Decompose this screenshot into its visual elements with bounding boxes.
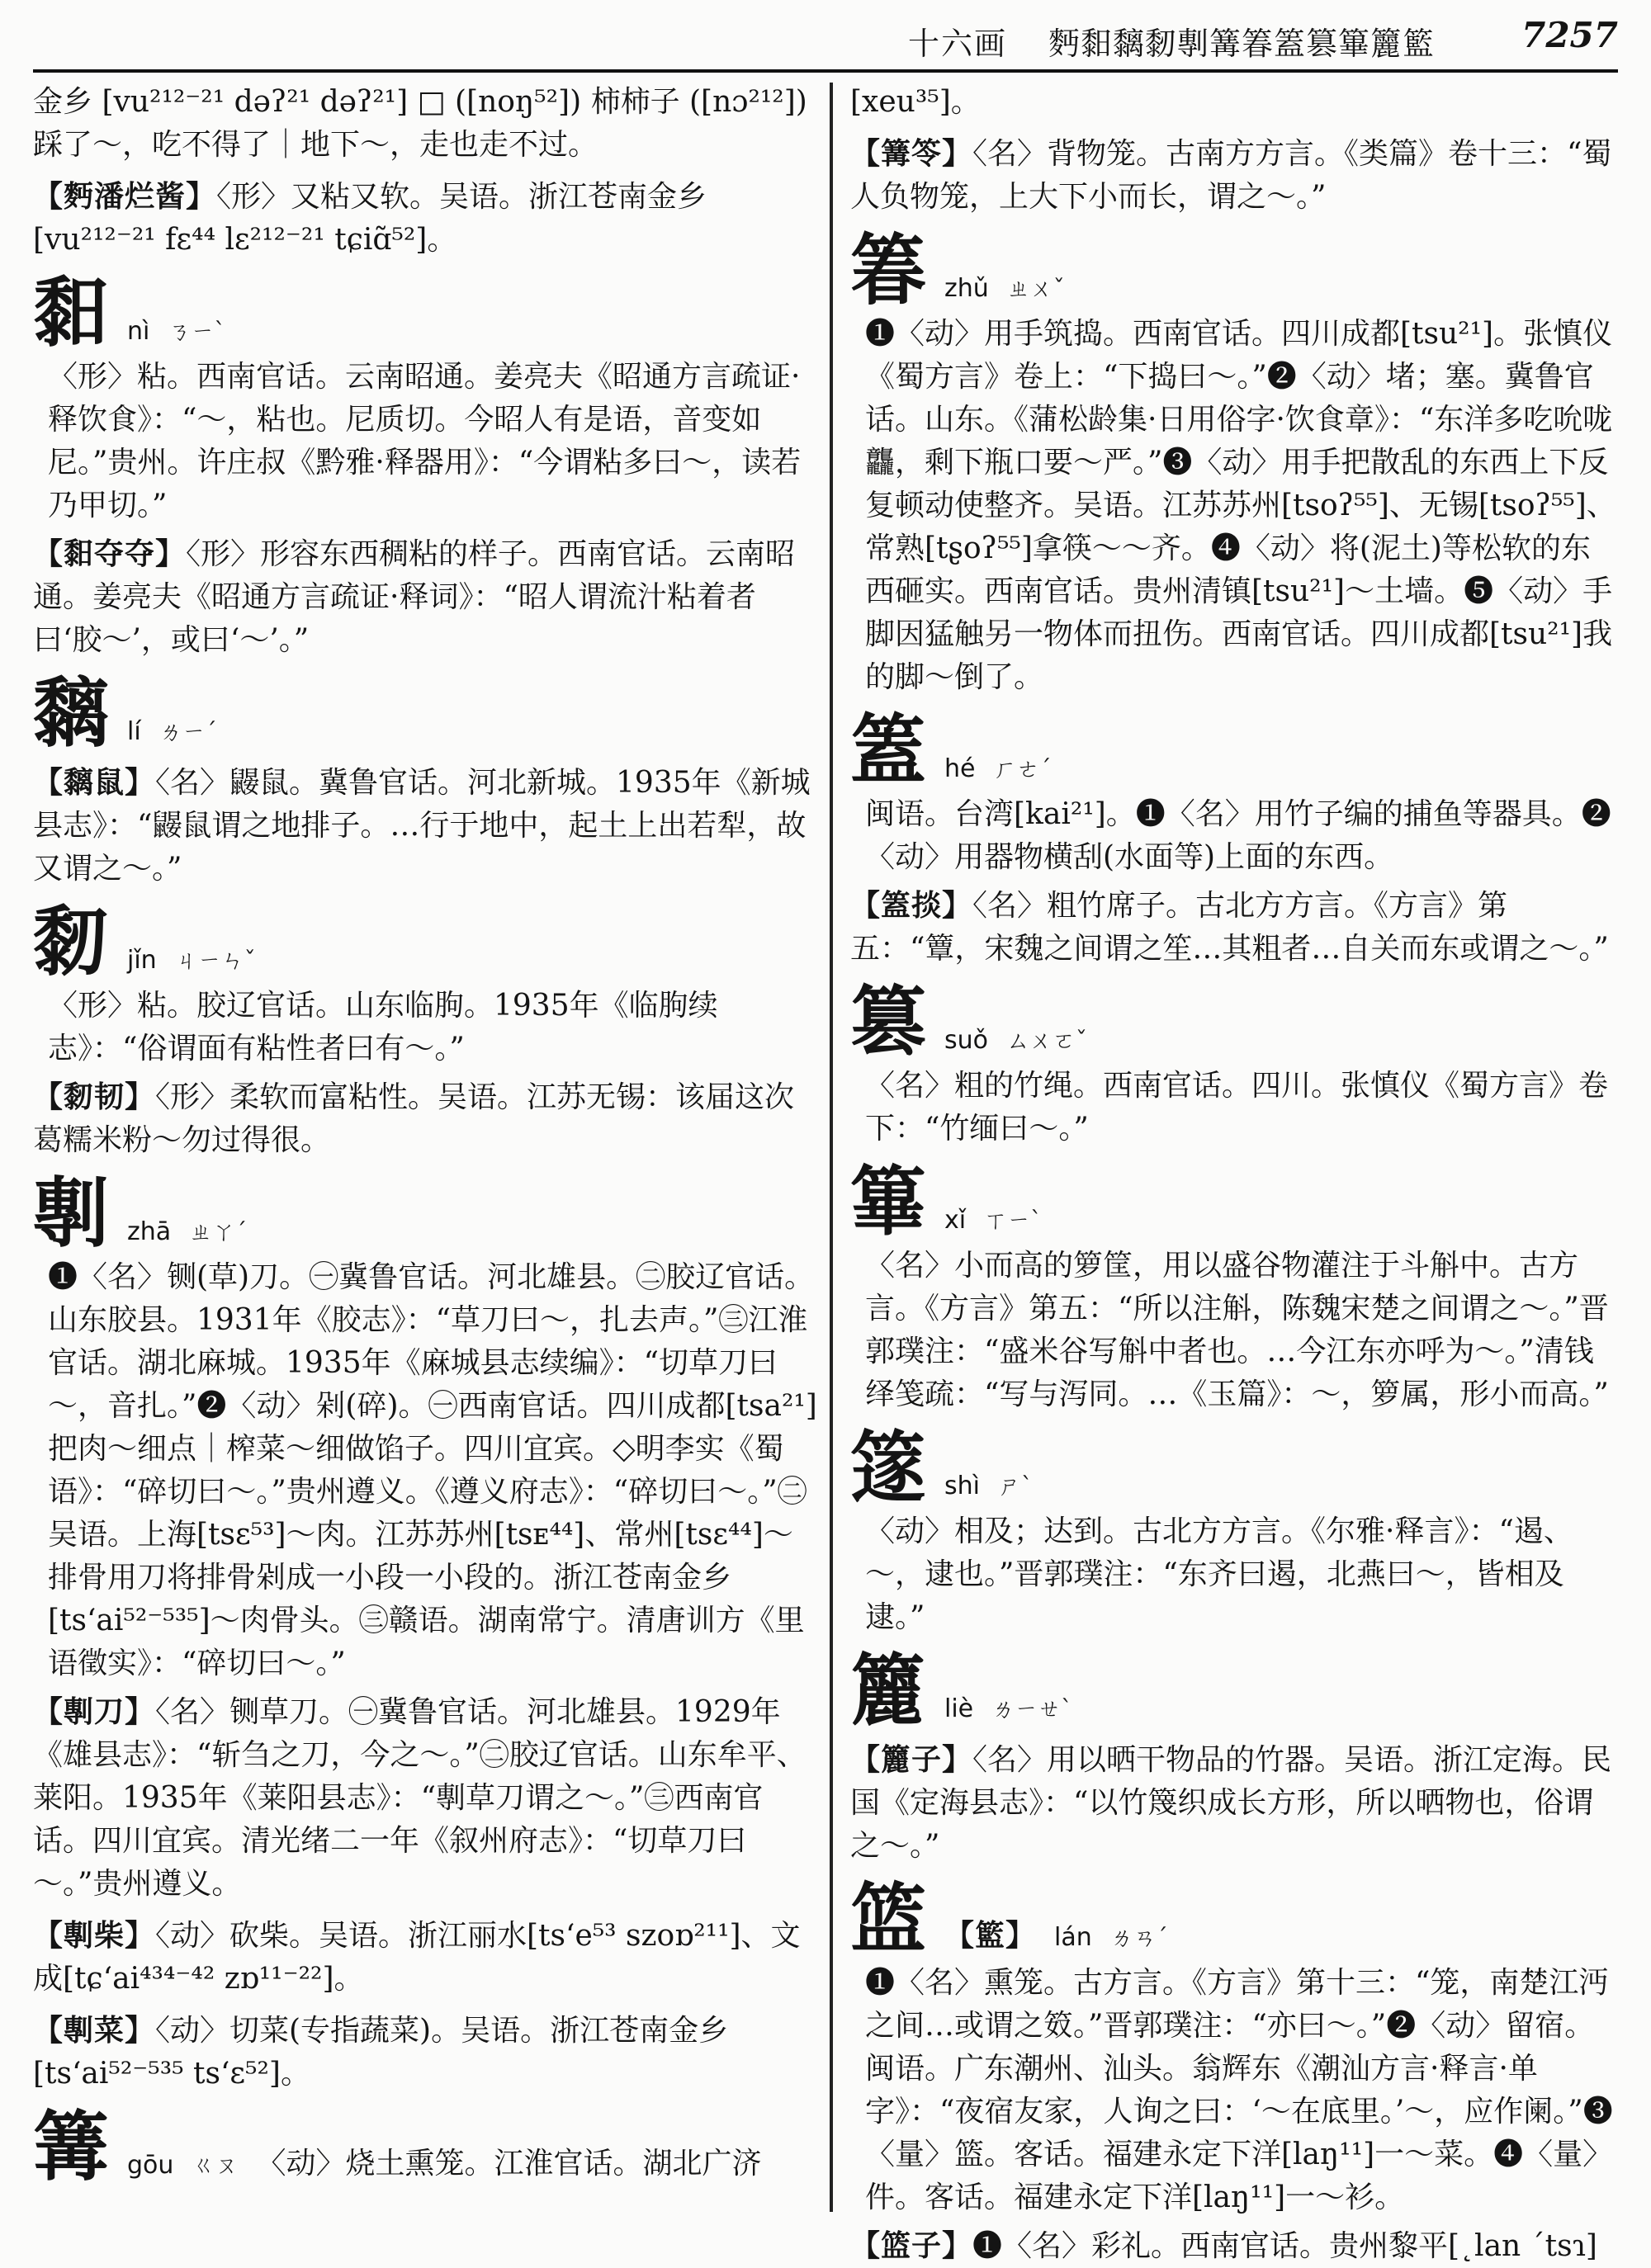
zhuyin: ㄙㄨㄛˇ <box>1006 1027 1088 1054</box>
column-divider <box>830 83 833 2212</box>
definition-text: 〈动〉相及；达到。古北方方言。《尔雅·释言》：“遏、～，逮也。”晋郭璞注：“东齐曰遏，北燕曰～，皆相及逮。” <box>865 1514 1573 1634</box>
definition-text: 〈动〉砍柴。吴语。浙江丽水[ts‘e⁵³ szoɒ²¹¹]、文成[tɕ‘ai⁴³⁴⁻⁴² zɒ¹¹⁻²²]。 <box>33 1919 801 1996</box>
pinyin: nì <box>127 317 150 346</box>
headword-row <box>33 899 817 985</box>
headword-char: 黐 <box>33 669 110 758</box>
definition-text: 〈动〉切菜(专指蔬菜)。吴语。浙江苍南金乡[ts‘ai⁵²⁻⁵³⁵ ts‘ɛ⁵²]。 <box>33 2014 729 2091</box>
definition-text: 〈形〉粘。胶辽官话。山东临朐。1935年《临朐续志》：“俗谓面有粘性者曰有～。” <box>48 989 718 1065</box>
headword-char: 箺 <box>850 225 927 314</box>
headword-char: 䵒 <box>33 268 110 357</box>
dict-entry <box>33 761 817 891</box>
dict-entry <box>33 1075 817 1162</box>
headword-char: 篝 <box>33 2102 110 2191</box>
dict-entry <box>850 132 1618 219</box>
definition-text: 〈名〉铡草刀。㊀冀鲁官话。河北雄县。1929年《雄县志》：“斩刍之刀，今之～。”㊁胶辽官话。山东牟平、莱阳。1935年《莱阳县志》：“剸草刀谓之～。”㊂西南官话。四川宜宾。清光绪二一年《叙州府志》：“切草刀曰～。”贵州遵义。 <box>33 1695 807 1901</box>
definition-text: 〈名〉小而高的箩筐，用以盛谷物灌注于斗斛中。古方言。《方言》第五：“所以注斛，陈魏宋楚之间谓之～。”晋郭璞注：“盛米谷写斛中者也。…今江东亦呼为～。”清钱绎笺疏：“写与泻同。…《玉篇》：～，箩属，形小而高。” <box>865 1249 1609 1411</box>
page-header <box>33 0 1618 76</box>
compound-word: 【篝笭】 <box>850 136 973 171</box>
dict-entry <box>33 532 817 662</box>
compound-word: 【䵒夺夺】 <box>33 536 187 571</box>
definition-text: 〈形〉粘。西南官话。云南昭通。姜亮夫《昭通方言疏证·释饮食》：“～，粘也。尼质切。今昭人有是语，音变如尼。”贵州。许庄叔《黔雅·释器用》：“今谓粘多曰～，读若乃甲切。” <box>48 360 802 522</box>
dict-entry <box>850 1738 1618 1868</box>
compound-word: 【篮子】 <box>850 2228 973 2263</box>
pinyin: shì <box>944 1472 980 1500</box>
headword-char: 篕 <box>850 706 927 795</box>
dict-entry <box>33 81 817 167</box>
definition-text: ❶〈动〉用手筑捣。西南官话。四川成都[tsu²¹]。张慎仪《蜀方言》卷上：“下捣曰～。”❷〈动〉堵；塞。冀鲁官话。山东。《蒲松龄集·日用俗字·饮食章》：“东洋多吃吮咙龘，剩下瓶口要～严。”❸〈动〉用手把散乱的东西上下反复顿动使整齐。吴语。江苏苏州[tsoʔ⁵⁵]、无锡[tsoʔ⁵⁵]、常熟[tʂoʔ⁵⁵]拿筷～～齐。❹〈动〉将(泥土)等松软的东西砸实。西南官话。贵州清镇[tsu²¹]～土墙。❺〈动〉手脚因猛触另一物体而扭伤。西南官话。四川成都[tsu²¹]我的脚～倒了。 <box>865 317 1616 694</box>
headword-row <box>850 1876 1618 1962</box>
definition-text: 〈名〉鼹鼠。冀鲁官话。河北新城。1935年《新城县志》：“鼹鼠谓之地排子。…行于地中，起土上出若犁，故又谓之～。” <box>33 766 811 886</box>
headword-row <box>33 1170 817 1256</box>
definition-text: 〈名〉背物笼。古南方方言。《类篇》卷十三：“蜀人负物笼，上大下小而长，谓之～。” <box>850 137 1612 214</box>
headword-char: 剸 <box>33 1169 110 1258</box>
zhuyin: ㄐㄧㄣˇ <box>174 947 256 974</box>
page-number: 7257 <box>1521 15 1618 55</box>
zhuyin: ㄓㄚˊ <box>189 1218 248 1245</box>
headword-row <box>33 670 817 756</box>
pinyin: gōu <box>127 2151 174 2180</box>
definition-text: ❶〈名〉彩礼。西南官话。贵州黎平[˛lan ˊtsɿ] <box>972 2229 1597 2263</box>
zhuyin: ㄓㄨˇ <box>1006 275 1065 302</box>
section-label: 十六画 <box>908 26 1008 62</box>
dict-entry <box>850 2224 1618 2268</box>
pinyin: zhā <box>127 1217 172 1246</box>
definition-text: ❶〈名〉铡(草)刀。㊀冀鲁官话。河北雄县。㊁胶辽官话。山东胶县。1931年《胶志》：“草刀曰～，扎去声。”㊂江淮官话。湖北麻城。1935年《麻城县志续编》：“切草刀曰～，音扎。”❷〈动〉剁(碎)。㊀西南官话。四川成都[tsa²¹]把肉～细点｜榨菜～细做馅子。四川宜宾。◇明李实《蜀语》：“碎切曰～。”贵州遵义。《遵义府志》：“碎切曰～。”㊁吴语。上海[tsɛ⁵³]～肉。江苏苏州[tsᴇ⁴⁴]、常州[tsɛ⁴⁴]～排骨用刀将排骨剁成一小段一小段的。浙江苍南金乡[ts‘ai⁵²⁻⁵³⁵]～肉骨头。㊂赣语。湖南常宁。清唐训方《里语徵实》：“碎切曰～。” <box>48 1260 817 1680</box>
zhuyin: ㄌㄧˊ <box>158 718 217 745</box>
dict-entry <box>33 175 817 262</box>
dict-entry <box>33 1914 817 2001</box>
compound-word: 【麪潘烂酱】 <box>33 179 217 214</box>
headword-row <box>850 227 1618 313</box>
pinyin: jǐn <box>127 946 157 975</box>
definition-text: 〈形〉柔软而富粘性。吴语。江苏无锡：该届这次葛糯米粉～勿过得很。 <box>33 1080 795 1157</box>
compound-word: 【䵑韧】 <box>33 1080 156 1114</box>
definition-text: 金乡 [vu²¹²⁻²¹ dəʔ²¹ dəʔ²¹] □ ([noŋ⁵²]) 柿柿子 ([nɔ²¹²]) 踩了～，吃不得了｜地下～，走也走不过。 <box>33 85 807 162</box>
headword-char: 䵑 <box>33 897 110 986</box>
definition-text: 〈动〉烧土熏笼。江淮官话。湖北广济 <box>256 2147 762 2181</box>
definition-text: 〈形〉又粘又软。吴语。浙江苍南金乡 [vu²¹²⁻²¹ fɛ⁴⁴ lɛ²¹²⁻²¹ tɕiɑ̃⁵²]。 <box>33 180 707 257</box>
headword-char: 篳 <box>850 1157 927 1246</box>
right-column <box>850 76 1618 2263</box>
definition-text: 〈名〉粗竹席子。古北方方言。《方言》第五：“簟，宋魏之间谓之笙…其粗者…自关而东或谓之～。” <box>850 889 1609 966</box>
pinyin: zhǔ <box>944 274 989 303</box>
header-rule <box>33 69 1618 73</box>
headword-row <box>850 1425 1618 1510</box>
traditional-form: 【籃】 <box>944 1918 1037 1953</box>
zhuyin: ㄌㄢˊ <box>1109 1924 1168 1951</box>
definition-text: [xeu³⁵]。 <box>850 85 981 119</box>
zhuyin: ㄕˋ <box>998 1472 1034 1500</box>
definition-text: 〈名〉用以晒干物品的竹器。吴语。浙江定海。民国《定海县志》：“以竹篾织成长方形，所以晒物也，俗谓之～。” <box>850 1743 1612 1863</box>
headword-char: 篮 <box>850 1874 927 1963</box>
left-column <box>33 76 817 2222</box>
headword-row <box>33 2104 817 2190</box>
compound-word: 【籭子】 <box>850 1742 973 1777</box>
pinyin: lí <box>127 717 141 746</box>
compound-word: 【剸菜】 <box>33 2013 156 2048</box>
compound-word: 【剸刀】 <box>33 1694 156 1729</box>
pinyin: xǐ <box>944 1206 967 1235</box>
definition-text: ❶〈名〉熏笼。古方言。《方言》第十三：“笼，南楚江沔之间…或谓之笯。”晋郭璞注：“亦曰～。”❷〈动〉留宿。闽语。广东潮州、汕头。翁辉东《潮汕方言·释言·单字》：“夜宿友家，人询之曰：‘～在底里。’～，应作阑。”❸〈量〉篮。客话。福建永定下洋[laŋ¹¹]一～菜。❹〈量〉件。客话。福建永定下洋[laŋ¹¹]一～衫。 <box>865 1966 1613 2214</box>
definition-text: 〈名〉粗的竹绳。西南官话。四川。张慎仪《蜀方言》卷下：“竹缅曰～。” <box>865 1069 1609 1146</box>
pinyin: liè <box>944 1694 974 1723</box>
headword-char: 籭 <box>850 1646 927 1735</box>
headword-row <box>850 979 1618 1065</box>
compound-word: 【剸柴】 <box>33 1918 156 1953</box>
headword-row <box>850 1159 1618 1245</box>
definition-text: 〈形〉形容东西稠粘的样子。西南官话。云南昭通。姜亮夫《昭通方言疏证·释词》：“昭人谓流汁粘着者曰‘胶～’，或曰‘～’。” <box>33 537 796 657</box>
dict-entry <box>33 1690 817 1906</box>
dict-entry <box>850 81 1618 124</box>
zhuyin: ㄒㄧˋ <box>984 1207 1043 1234</box>
headword-char: 篡 <box>850 977 927 1066</box>
dict-entry <box>850 884 1618 971</box>
headword-row <box>850 707 1618 793</box>
pinyin: suǒ <box>944 1026 989 1055</box>
zhuyin: ㄏㄜˊ <box>993 755 1052 782</box>
compound-word: 【黐鼠】 <box>33 765 156 800</box>
headword-char: 篴 <box>850 1423 927 1512</box>
headword-row <box>33 270 817 356</box>
pinyin: hé <box>944 754 976 783</box>
zhuyin: ㄍㄡ <box>192 2152 239 2179</box>
definition-text: 闽语。台湾[kai²¹]。❶〈名〉用竹子编的捕鱼等器具。❷〈动〉用器物横刮(水面等)上面的东西。 <box>865 797 1611 874</box>
dict-entry <box>33 2009 817 2096</box>
header-characters: 麪䵒黐䵑剸篝箺篕篡篳籭籃 <box>1048 26 1436 62</box>
zhuyin: ㄌㄧㄝˋ <box>991 1695 1073 1722</box>
headword-row <box>850 1647 1618 1733</box>
compound-word: 【篕掞】 <box>850 888 973 923</box>
pinyin: lán <box>1054 1923 1092 1952</box>
zhuyin: ㄋㄧˋ <box>168 318 226 345</box>
